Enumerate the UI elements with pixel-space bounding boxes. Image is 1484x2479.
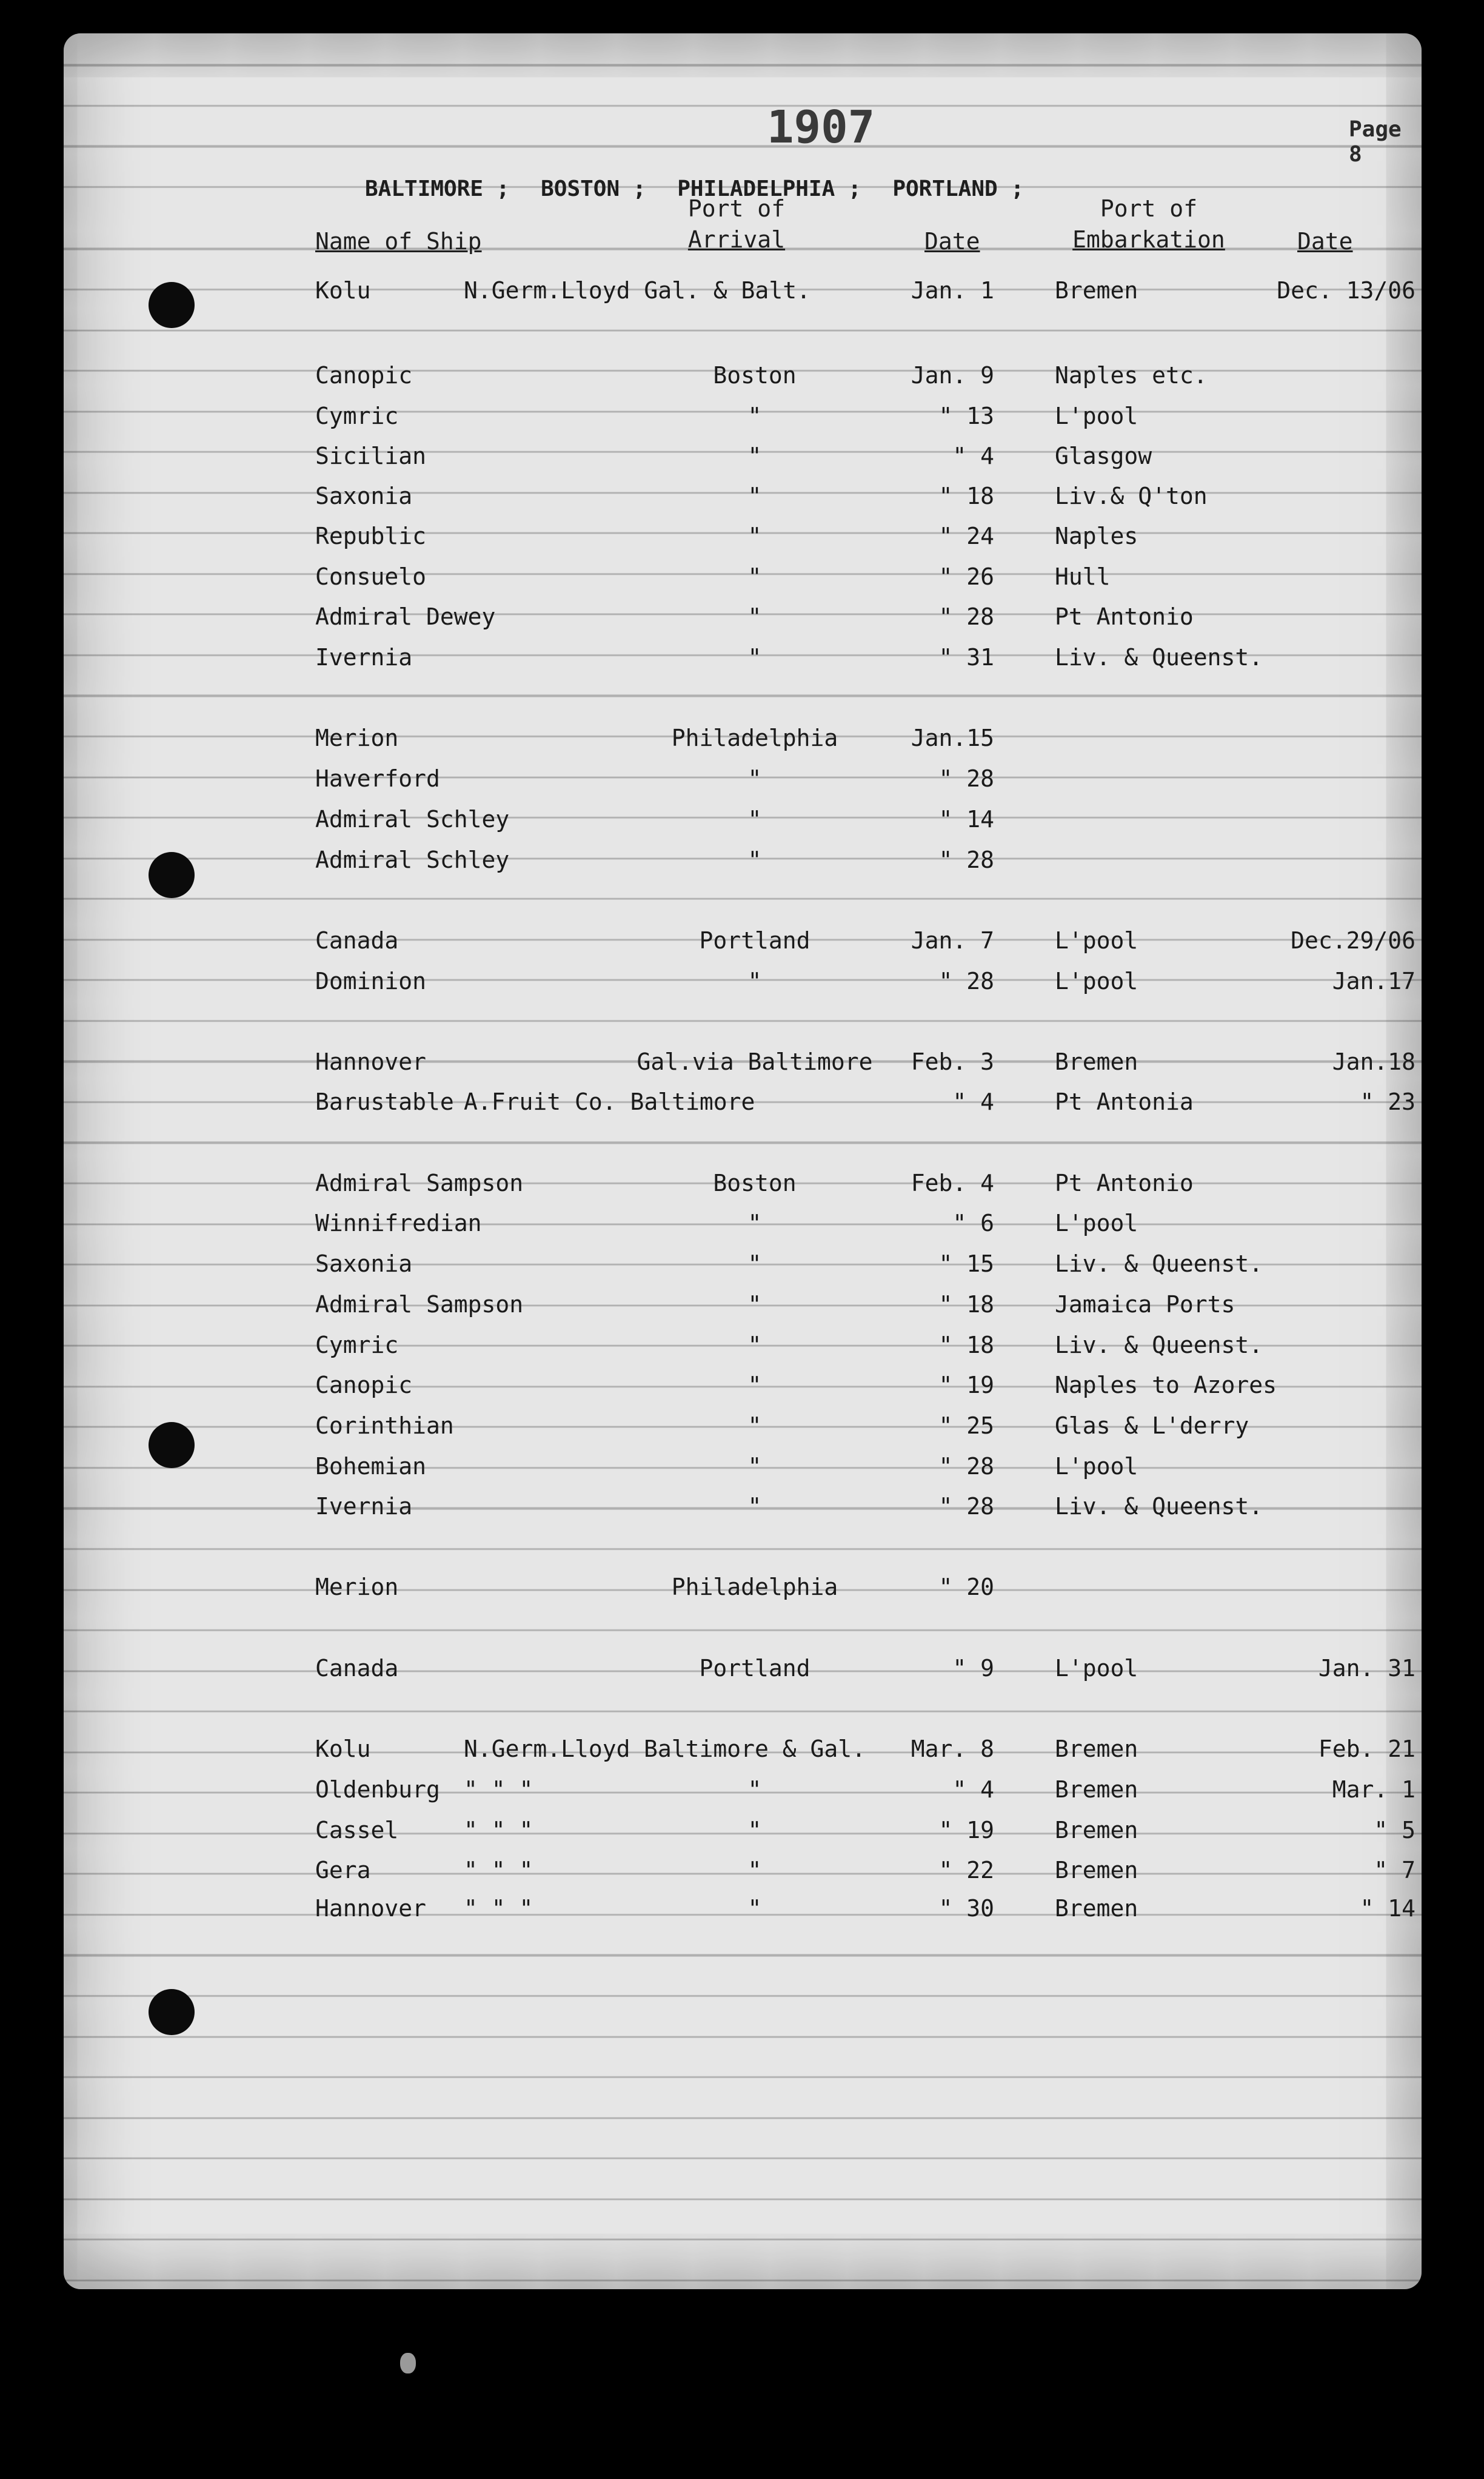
cell-embark: L'pool xyxy=(1055,927,1138,954)
cell-date: " 9 xyxy=(952,1655,994,1682)
cell-date: " 18 xyxy=(938,1291,994,1318)
cell-date: " 18 xyxy=(938,1332,994,1358)
cell-arrival: " xyxy=(747,1776,762,1803)
cell-arrival: " xyxy=(747,563,762,590)
cell-date: " 13 xyxy=(938,403,994,429)
cell-date: " 4 xyxy=(952,1089,994,1115)
cell-arrival: " xyxy=(747,1372,762,1398)
cell-embark: Bremen xyxy=(1055,1048,1138,1075)
cell-date: " 28 xyxy=(938,603,994,630)
cell-arrival: " xyxy=(747,968,762,995)
cell-embark: Pt Antonia xyxy=(1055,1089,1194,1115)
cell-emb-date: Jan. 31 xyxy=(1318,1655,1415,1682)
cell-arrival: Portland xyxy=(699,1655,811,1682)
cell-embark: L'pool xyxy=(1055,403,1138,429)
cell-ship: Cymric xyxy=(315,1332,399,1358)
cell-line: " " " xyxy=(464,1776,533,1803)
cell-embark: Liv.& Q'ton xyxy=(1055,483,1208,509)
cell-date: Jan. 7 xyxy=(911,927,994,954)
cell-ship: Kolu xyxy=(315,277,371,304)
cell-emb-date: Dec. 13/06 xyxy=(1277,277,1415,304)
cell-ship: Canopic xyxy=(315,1372,413,1398)
cell-arrival: Baltimore & Gal. xyxy=(643,1736,866,1762)
film-speck xyxy=(400,2353,416,2373)
cell-arrival: " xyxy=(747,1210,762,1236)
cell-date: Feb. 4 xyxy=(911,1170,994,1196)
port-name: PORTLAND ; xyxy=(892,176,1024,201)
cell-date: " 24 xyxy=(938,523,994,549)
cell-ship: Admiral Sampson xyxy=(315,1170,524,1196)
cell-ship: Haverford xyxy=(315,765,440,792)
cell-arrival: " xyxy=(747,1817,762,1843)
cell-ship: Winnifredian xyxy=(315,1210,482,1236)
cell-ship: Admiral Dewey xyxy=(315,603,496,630)
cell-date: " 28 xyxy=(938,968,994,995)
cell-arrival: Philadelphia xyxy=(671,725,838,751)
header-arrival xyxy=(646,193,827,256)
cell-arrival: " xyxy=(747,523,762,549)
record-card xyxy=(64,33,1422,2289)
cell-arrival: " xyxy=(747,1895,762,1922)
cell-line: A.Fruit Co. Baltimore xyxy=(464,1089,755,1115)
cell-emb-date: Feb. 21 xyxy=(1318,1736,1415,1762)
cell-date: " 4 xyxy=(952,1776,994,1803)
cell-ship: Kolu xyxy=(315,1736,371,1762)
cell-emb-date: Mar. 1 xyxy=(1332,1776,1415,1803)
cell-ship: Corinthian xyxy=(315,1412,454,1439)
cell-ship: Republic xyxy=(315,523,427,549)
cell-arrival: " xyxy=(747,847,762,873)
header-embarkation-top: Port of xyxy=(1100,195,1198,222)
cell-line: " " " xyxy=(464,1895,533,1922)
cell-emb-date: " 7 xyxy=(1374,1857,1415,1884)
cell-date: Jan. 9 xyxy=(911,362,994,389)
cell-embark: Liv. & Queenst. xyxy=(1055,1332,1263,1358)
cell-arrival: " xyxy=(747,765,762,792)
cell-date: " 22 xyxy=(938,1857,994,1884)
record-year: 1907 xyxy=(767,101,875,153)
cell-arrival: " xyxy=(747,1453,762,1480)
cell-embark: Naples etc. xyxy=(1055,362,1208,389)
header-ship xyxy=(315,226,482,257)
cell-embark: L'pool xyxy=(1055,1210,1138,1236)
header-embarkation xyxy=(1046,193,1252,256)
cell-date: " 26 xyxy=(938,563,994,590)
cell-date: " 30 xyxy=(938,1895,994,1922)
cell-arrival: Gal.via Baltimore xyxy=(637,1048,873,1075)
cell-arrival: " xyxy=(747,1332,762,1358)
cell-line: N.Germ.Lloyd xyxy=(464,1736,630,1762)
cell-embark: Bremen xyxy=(1055,1857,1138,1884)
cell-emb-date: Jan.17 xyxy=(1332,968,1415,995)
cell-ship: Hannover xyxy=(315,1048,427,1075)
cell-embark: Bremen xyxy=(1055,277,1138,304)
cell-ship: Merion xyxy=(315,1574,399,1600)
header-ship-label: Name of Ship xyxy=(315,228,482,255)
cell-date: " 19 xyxy=(938,1817,994,1843)
cell-ship: Canada xyxy=(315,927,399,954)
cell-ship: Admiral Schley xyxy=(315,806,510,833)
cell-date: " 19 xyxy=(938,1372,994,1398)
header-arrival-label: Arrival xyxy=(687,226,786,253)
punch-hole xyxy=(149,1989,195,2035)
port-name: BOSTON ; xyxy=(541,176,646,201)
cell-ship: Admiral Schley xyxy=(315,847,510,873)
cell-ship: Saxonia xyxy=(315,483,413,509)
punch-hole xyxy=(149,1422,195,1468)
cell-embark: Naples to Azores xyxy=(1055,1372,1277,1398)
cell-arrival: " xyxy=(747,483,762,509)
cell-embark: Liv. & Queenst. xyxy=(1055,1250,1263,1277)
port-name: BALTIMORE ; xyxy=(365,176,510,201)
cell-embark: L'pool xyxy=(1055,1453,1138,1480)
cell-ship: Cassel xyxy=(315,1817,399,1843)
cell-ship: Canopic xyxy=(315,362,413,389)
cell-ship: Barustable xyxy=(315,1089,454,1115)
cell-ship: Ivernia xyxy=(315,1493,413,1520)
cell-date: " 4 xyxy=(952,443,994,469)
cell-arrival: " xyxy=(747,806,762,833)
cell-emb-date: Jan.18 xyxy=(1332,1048,1415,1075)
header-date xyxy=(924,226,980,257)
cell-emb-date: " 5 xyxy=(1374,1817,1415,1843)
page-number: Page 8 xyxy=(1349,117,1402,167)
cell-ship: Dominion xyxy=(315,968,427,995)
punch-hole xyxy=(149,852,195,898)
cell-ship: Bohemian xyxy=(315,1453,427,1480)
cell-emb-date: " 23 xyxy=(1360,1089,1415,1115)
cell-ship: Admiral Sampson xyxy=(315,1291,524,1318)
header-date2 xyxy=(1297,226,1353,257)
cell-line: " " " xyxy=(464,1817,533,1843)
cell-embark: L'pool xyxy=(1055,968,1138,995)
cell-date: " 15 xyxy=(938,1250,994,1277)
cell-date: " 28 xyxy=(938,1493,994,1520)
cell-date: Feb. 3 xyxy=(911,1048,994,1075)
header-arrival-top: Port of xyxy=(687,195,786,222)
punch-hole xyxy=(149,282,195,328)
cell-ship: Saxonia xyxy=(315,1250,413,1277)
cell-embark: Bremen xyxy=(1055,1736,1138,1762)
header-date-label: Date xyxy=(924,228,980,255)
cell-emb-date: Dec.29/06 xyxy=(1291,927,1415,954)
cell-ship: Merion xyxy=(315,725,399,751)
cell-embark: Jamaica Ports xyxy=(1055,1291,1235,1318)
cell-arrival: " xyxy=(747,1291,762,1318)
cell-arrival: Boston xyxy=(713,362,797,389)
cell-date: Jan. 1 xyxy=(911,277,994,304)
cell-embark: Bremen xyxy=(1055,1776,1138,1803)
cell-date: " 28 xyxy=(938,847,994,873)
cell-date: " 14 xyxy=(938,806,994,833)
cell-date: " 25 xyxy=(938,1412,994,1439)
cell-embark: L'pool xyxy=(1055,1655,1138,1682)
cell-embark: Bremen xyxy=(1055,1817,1138,1843)
cell-ship: Hannover xyxy=(315,1895,427,1922)
cell-arrival: " xyxy=(747,1493,762,1520)
cell-arrival: " xyxy=(747,403,762,429)
cell-arrival: " xyxy=(747,1250,762,1277)
cell-arrival: Portland xyxy=(699,927,811,954)
cell-embark: Pt Antonio xyxy=(1055,1170,1194,1196)
cell-embark: Liv. & Queenst. xyxy=(1055,1493,1263,1520)
cell-date: " 31 xyxy=(938,644,994,671)
cell-ship: Consuelo xyxy=(315,563,427,590)
cell-ship: Canada xyxy=(315,1655,399,1682)
cell-line: N.Germ.Lloyd Gal. & Balt. xyxy=(464,277,811,304)
cell-ship: Sicilian xyxy=(315,443,427,469)
cell-arrival: " xyxy=(747,1412,762,1439)
cell-embark: Bremen xyxy=(1055,1895,1138,1922)
cell-ship: Ivernia xyxy=(315,644,413,671)
cell-embark: Naples xyxy=(1055,523,1138,549)
cell-arrival: " xyxy=(747,1857,762,1884)
cell-arrival: Boston xyxy=(713,1170,797,1196)
cell-date: " 28 xyxy=(938,1453,994,1480)
cell-date: Jan.15 xyxy=(911,725,994,751)
cell-arrival: Philadelphia xyxy=(671,1574,838,1600)
cell-line: " " " xyxy=(464,1857,533,1884)
cell-arrival: " xyxy=(747,443,762,469)
cell-date: Mar. 8 xyxy=(911,1736,994,1762)
header-embarkation-label: Embarkation xyxy=(1072,226,1225,253)
cell-date: " 6 xyxy=(952,1210,994,1236)
header-date2-label: Date xyxy=(1297,228,1353,255)
port-name: PHILADELPHIA ; xyxy=(677,176,861,201)
cell-embark: Hull xyxy=(1055,563,1111,590)
cell-embark: Glasgow xyxy=(1055,443,1152,469)
cell-embark: Pt Antonio xyxy=(1055,603,1194,630)
cell-arrival: " xyxy=(747,644,762,671)
cell-date: " 18 xyxy=(938,483,994,509)
cell-emb-date: " 14 xyxy=(1360,1895,1415,1922)
cell-date: " 20 xyxy=(938,1574,994,1600)
cell-ship: Gera xyxy=(315,1857,371,1884)
cell-embark: Liv. & Queenst. xyxy=(1055,644,1263,671)
cell-date: " 28 xyxy=(938,765,994,792)
cell-arrival: " xyxy=(747,603,762,630)
cell-ship: Cymric xyxy=(315,403,399,429)
cell-embark: Glas & L'derry xyxy=(1055,1412,1249,1439)
cell-ship: Oldenburg xyxy=(315,1776,440,1803)
